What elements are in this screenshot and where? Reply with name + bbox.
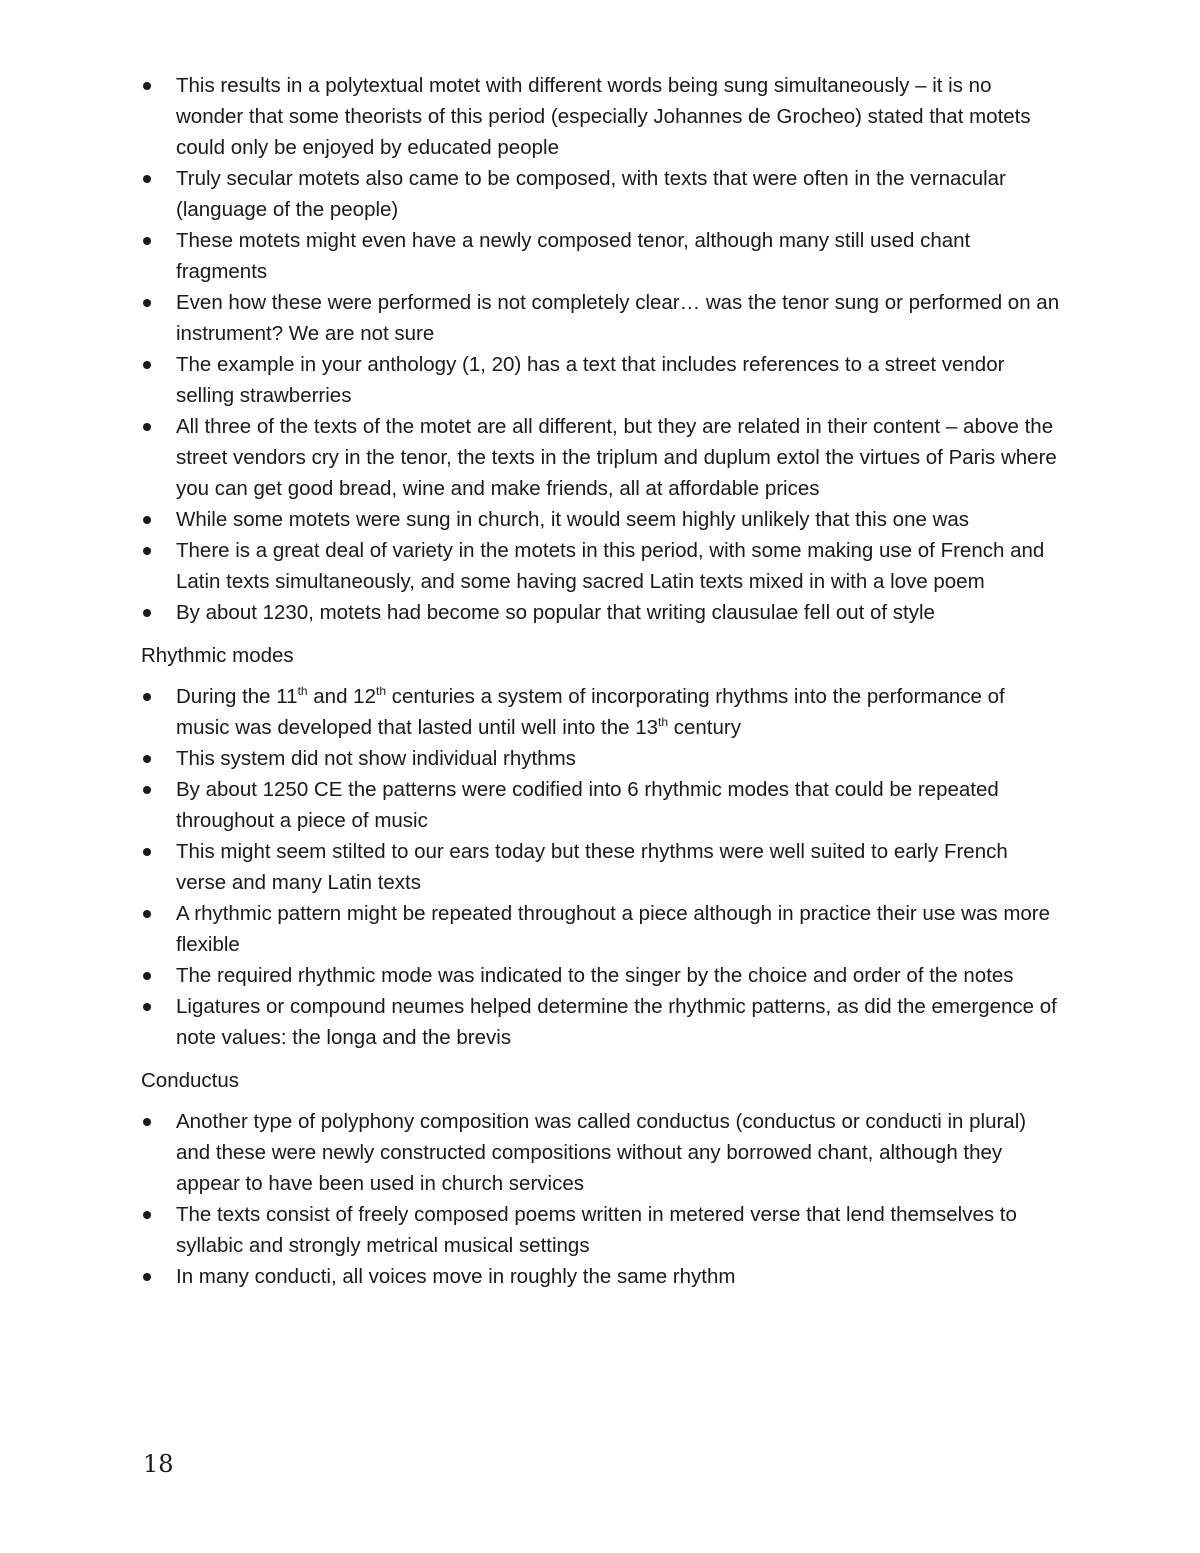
list-item: Truly secular motets also came to be composed, with texts that were often in the vernacular (language of the people) [141,163,1061,225]
page-content [141,70,1061,1292]
list-item: By about 1250 CE the patterns were codified into 6 rhythmic modes that could be repeated throughout a piece of music [141,774,1061,836]
list-item: All three of the texts of the motet are all different, but they are related in their content – above the street vendors cry in the tenor, the texts in the triplum and duplum extol the virtues of Paris where you can get good bread, wine and make friends, all at affordable prices [141,411,1061,504]
superscript: th [375,684,386,698]
list-item: Another type of polyphony composition was called conductus (conductus or conducti in plural) and these were newly constructed compositions without any borrowed chant, although they appear to have been used in church services [141,1106,1061,1199]
section-heading-conductus: Conductus [141,1069,240,1092]
list-item: These motets might even have a newly composed tenor, although many still used chant fragments [141,225,1061,287]
list-item: The example in your anthology (1, 20) has a text that includes references to a street vendor selling strawberries [141,349,1061,411]
text-run: and 12 [307,685,376,708]
list-item: Ligatures or compound neumes helped determine the rhythmic patterns, as did the emergence of note values: the longa and the brevis [141,991,1061,1053]
page-number: 18 [143,1450,174,1478]
superscript: th [658,715,669,729]
rhythmic-modes-bullet-list [141,681,1061,1053]
conductus-bullet-list [141,1106,1061,1292]
list-item: This results in a polytextual motet with different words being sung simultaneously – it is no wonder that some theorists of this period (especially Johannes de Grocheo) stated that motets could only be enjoyed by educated people [141,70,1061,163]
text-run: centuries a system of incorporating rhythms into the performance of music was developed that lasted until well into the 13 [176,685,1005,739]
text-run: century [668,716,741,739]
list-item [141,681,1061,743]
list-item: Even how these were performed is not completely clear… was the tenor sung or performed on an instrument? We are not sure [141,287,1061,349]
list-item: This might seem stilted to our ears today but these rhythms were well suited to early French verse and many Latin texts [141,836,1061,898]
motet-bullet-list [141,70,1061,628]
list-item: This system did not show individual rhythms [141,743,1061,774]
list-item: A rhythmic pattern might be repeated throughout a piece although in practice their use was more flexible [141,898,1061,960]
list-item: By about 1230, motets had become so popular that writing clausulae fell out of style [141,597,1061,628]
list-item: The texts consist of freely composed poems written in metered verse that lend themselves to syllabic and strongly metrical musical settings [141,1199,1061,1261]
section-heading-rhythmic-modes: Rhythmic modes [141,644,294,667]
list-item: There is a great deal of variety in the motets in this period, with some making use of French and Latin texts simultaneously, and some having sacred Latin texts mixed in with a love poem [141,535,1061,597]
text-run: During the 11 [176,685,298,708]
list-item: In many conducti, all voices move in roughly the same rhythm [141,1261,1061,1292]
superscript: th [297,684,308,698]
list-item: While some motets were sung in church, it would seem highly unlikely that this one was [141,504,1061,535]
list-item: The required rhythmic mode was indicated to the singer by the choice and order of the notes [141,960,1061,991]
